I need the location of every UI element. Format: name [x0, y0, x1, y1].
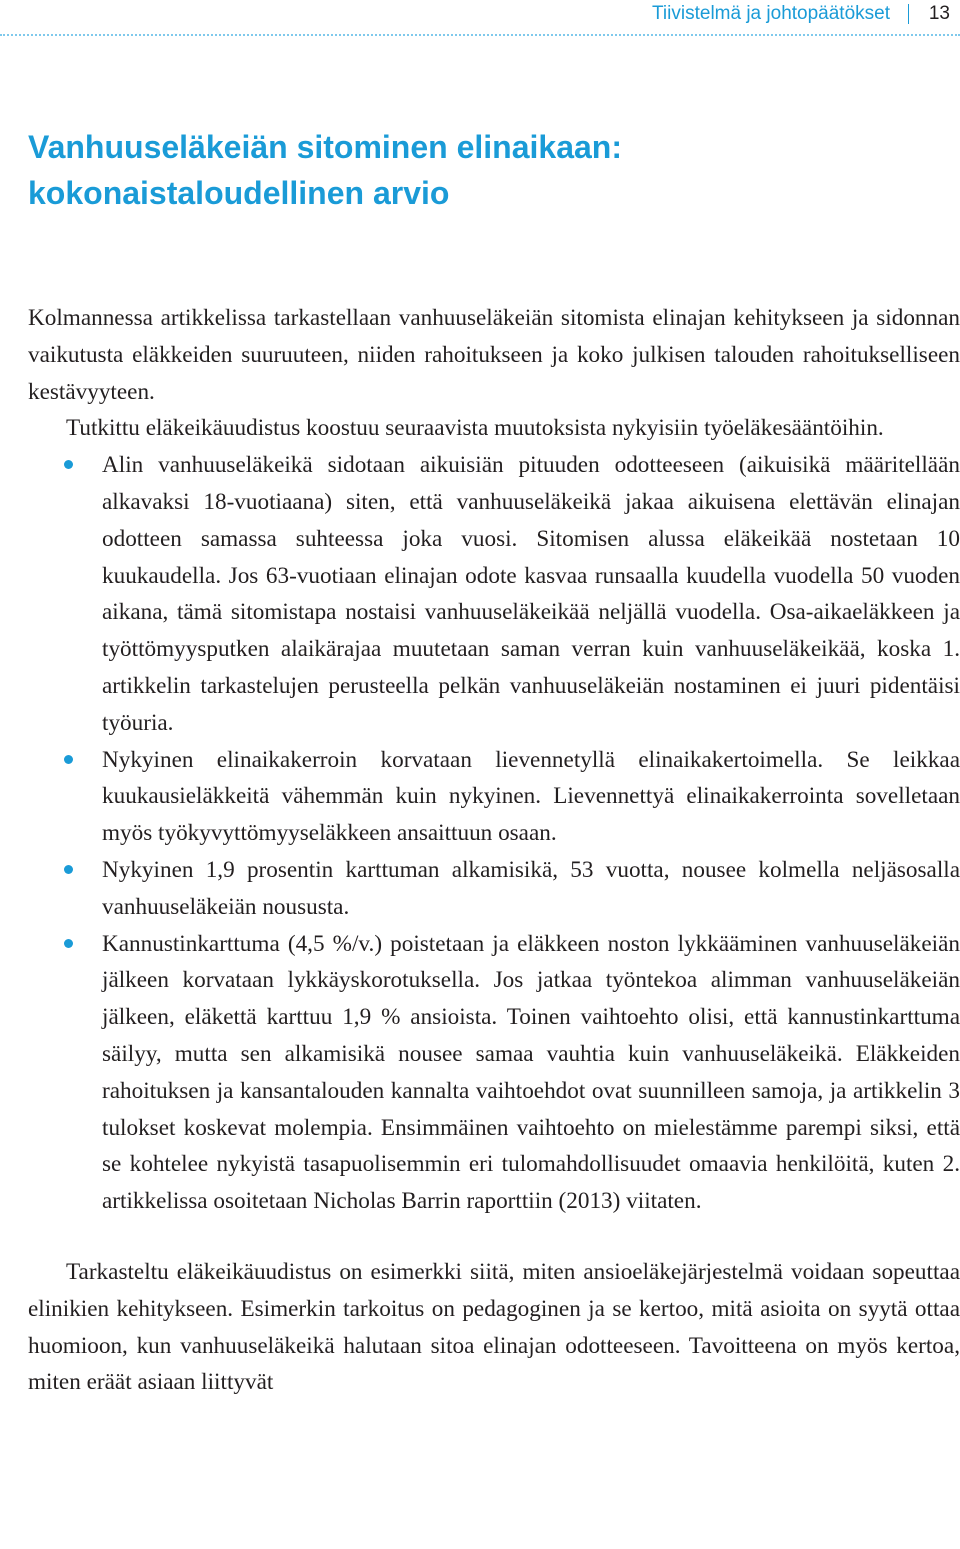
intro-paragraph: Kolmannessa artikkelissa tarkastellaan vanhuuseläkeiän sitomista elinajan kehitykseen ja sidonnan vaikutusta eläkkeiden suuruuteen, niiden rahoitukseen ja koko julkisen talouden rahoitukselliseen kestävyyteen.: [28, 305, 960, 405]
list-item-text: Nykyinen 1,9 prosentin karttuman alkamisikä, 53 vuotta, nousee kolmella neljäsosalla vanhuuseläkeiän noususta.: [102, 856, 960, 920]
bullet-dot-icon: [64, 865, 73, 874]
body-text: [28, 300, 960, 1401]
page-number: 13: [928, 3, 950, 24]
section-heading-line-1: Vanhuuseläkeiän sitominen elinaikaan:: [28, 129, 622, 165]
section-heading-line-2: kokonaistaloudellinen arvio: [28, 175, 450, 211]
closing-paragraph: Tarkasteltu eläkeikäuudistus on esimerkki siitä, miten ansioeläkejärjestelmä voidaan sopeuttaa elinikien kehitykseen. Esimerkin tarkoitus on pedagoginen ja se kertoo, mitä asioita on syytä ottaa huomioon, kun vanhuuseläkeikä halutaan sitoa elinajan odotteeseen. Tavoitteena on myös kertoa, miten eräät asiaan liittyvät: [28, 1258, 960, 1396]
list-item-text: Nykyinen elinaikakerroin korvataan lievennetyllä elinaikakertoimella. Se leikkaa kuukausieläkkeitä vähemmän kuin nykyinen. Lievennettyä elinaikakerrointa sovelletaan myös työkyvyttömyyseläkkeen ansaittuun osaan.: [102, 746, 960, 847]
list-item: [102, 447, 960, 741]
header-divider: [908, 4, 909, 24]
section-heading: [28, 124, 928, 216]
bullet-dot-icon: [64, 939, 73, 948]
reform-intro-paragraph: Tutkittu eläkeikäuudistus koostuu seuraavista muutoksista nykyisiin työeläkesääntöihin.: [66, 415, 884, 442]
list-item: [102, 742, 960, 852]
list-item: [102, 852, 960, 926]
list-item-text: Kannustinkarttuma (4,5 %/v.) poistetaan ja eläkkeen noston lykkääminen vanhuuseläkeiän jälkeen korvataan lykkäyskorotuksella. Jos jatkaa työntekoa alimman vanhuuseläkeiän jälkeen, eläkettä karttuu 1,9 % ansioista. Toinen vaihtoehto olisi, että kannustinkarttuma säilyy, mutta sen alkamisikä nousee samaa vauhtia kuin vanhuuseläkeikä. Eläkkeiden rahoituksen ja kansantalouden kannalta vaihtoehdot ovat suunnilleen samoja, ja artikkelin 3 tulokset koskevat molempia. Ensimmäinen vaihtoehto on mielestämme parempi siksi, että se kohtelee nykyistä tasapuolisemmin eri tulomahdollisuudet omaavia henkilöitä, kuten 2. artikkelissa osoitetaan Nicholas Barrin raporttiin (2013) viitaten.: [102, 930, 960, 1215]
reform-list: [28, 447, 960, 1220]
header-rule: [0, 34, 960, 36]
running-header: [0, 0, 960, 30]
bullet-dot-icon: [64, 460, 73, 469]
list-item-text: Alin vanhuuseläkeikä sidotaan aikuisiän pituuden odotteeseen (aikuisikä määritellään alkavaksi 18-vuotiaana) siten, että vanhuuseläkeikä jakaa aikuisena elettävän elinajan odotteen samassa suhteessa joka vuosi. Sitomisen alussa eläkeikää nostetaan 10 kuukaudella. Jos 63-vuotiaan elinajan odote kasvaa runsaalla kuudella vuodella 50 vuoden aikana, tämä sitomistapa nostaisi vanhuuseläkeikää neljällä vuodella. Osa-aikaeläkkeen ja työttömyysputken alaikärajaa muutetaan saman verran kuin vanhuuseläkeikää, koska 1. artikkelin tarkastelujen perusteella pelkän vanhuuseläkeiän nostaminen ei juuri pidentäisi työuria.: [102, 452, 960, 736]
header-section-title: Tiivistelmä ja johtopäätökset: [652, 3, 890, 24]
list-item: [102, 926, 960, 1220]
bullet-dot-icon: [64, 755, 73, 764]
